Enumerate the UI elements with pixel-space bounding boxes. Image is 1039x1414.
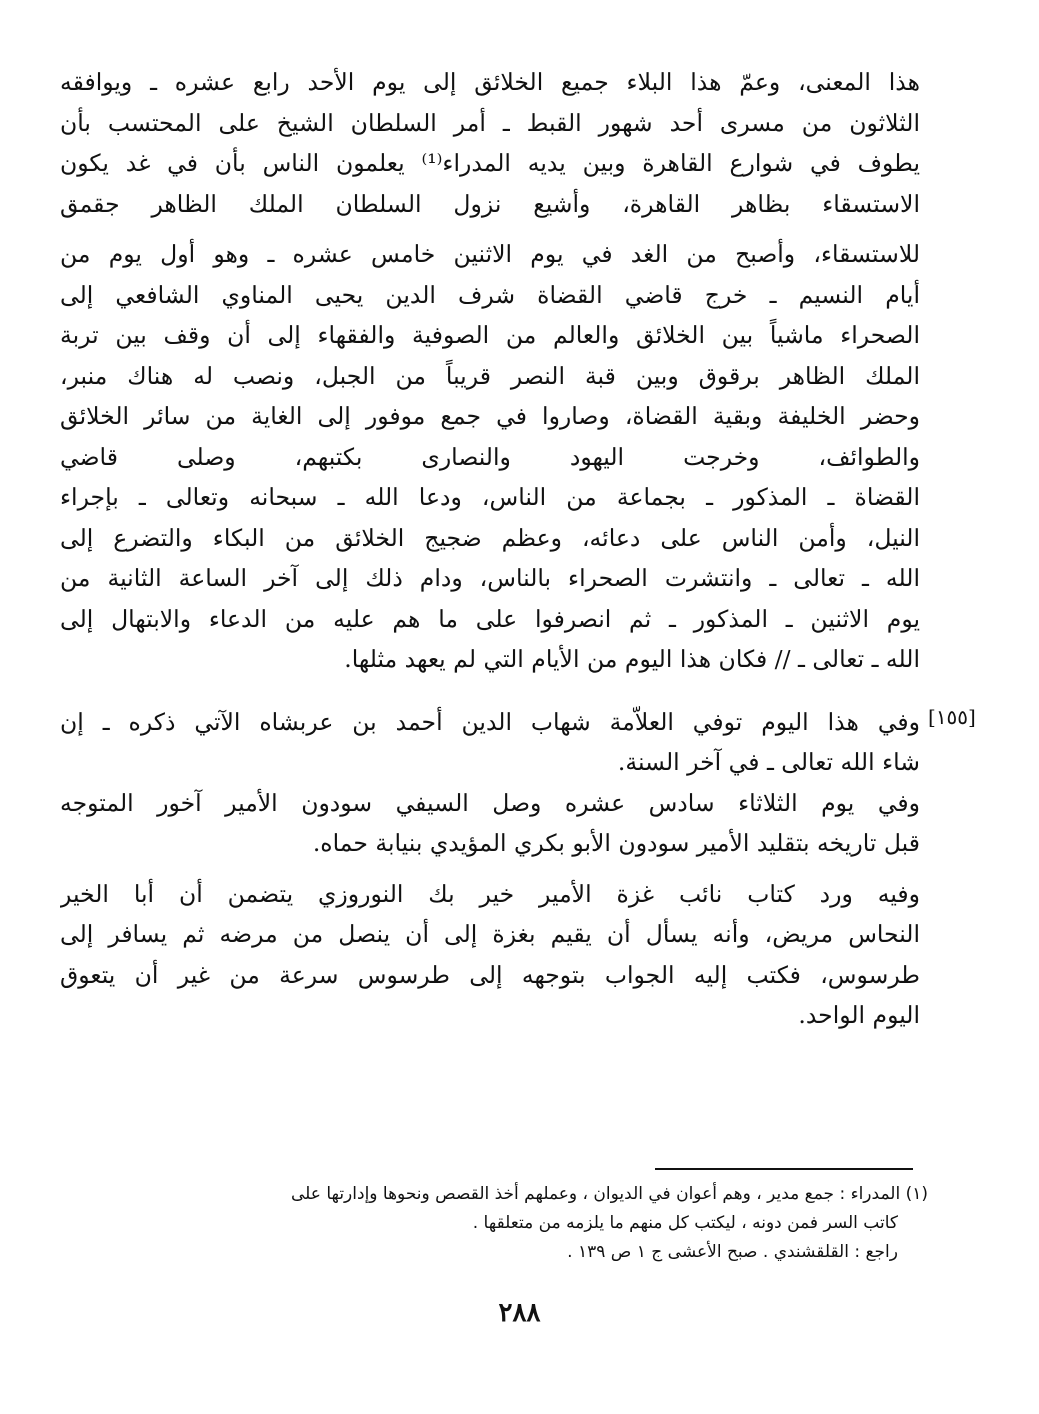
text-line: والطوائف، وخرجت اليهود والنصارى بكتبهم، وصلى قاضي	[60, 442, 920, 471]
page-number: ٢٨٨	[498, 1298, 541, 1328]
text-line: الله ـ تعالى ـ // فكان هذا اليوم من الأيام التي لم يعهد مثلها.	[344, 645, 920, 673]
text-line: وحضر الخليفة وبقية القضاة، وصاروا في جمع موفور إلى الغاية من سائر الخلائق	[60, 402, 920, 430]
text-line: طرسوس، فكتب إليه الجواب بتوجهه إلى طرسوس سرعة من غير أن يتعوق	[60, 960, 920, 989]
footnote-divider	[655, 1168, 913, 1170]
text-line: القضاة ـ المذكور ـ بجماعة من الناس، ودعا الله ـ سبحانه وتعالى ـ بإجراء	[60, 483, 920, 511]
text-line: الثلاثون من مسرى أحد شهور القبط ـ أمر السلطان الشيخ على المحتسب بأن	[60, 108, 920, 137]
footnote-line: (١) المدراء : جمع مدير ، وهم أعوان في الديوان ، وعملهم أخذ القصص ونحوها وإدارتها على	[290, 1184, 928, 1204]
text-line: وفيه ورد كتاب نائب غزة الأمير خير بك النوروزي يتضمن أن أبا الخير	[60, 879, 920, 908]
text-line: قبل تاريخه بتقليد الأمير سودون الأبو بكري المؤيدي بنيابة حماه.	[312, 829, 920, 857]
footnote-line: كاتب السر فمن دونه ، ليكتب كل منهم ما يلزمه من متعلقها .	[472, 1213, 898, 1233]
footnotes	[66, 1180, 928, 1267]
text-line: شاء الله تعالى ـ في آخر السنة.	[617, 748, 920, 776]
paragraph-ibn-arabshah	[60, 702, 920, 783]
text-line: وفي يوم الثلاثاء سادس عشره وصل السيفي سودون الأمير آخور المتوجه	[60, 788, 920, 817]
footnote-line: راجع : القلقشندي . صبح الأعشى ج ١ ص ١٣٩ .	[567, 1242, 898, 1262]
text-line: يطوف في شوارع القاهرة وبين يديه المدراء⁽¹⁾ يعلمون الناس بأن في غد يكون	[60, 149, 920, 177]
text-line: للاستسقاء، وأصبح من الغد في يوم الاثنين خامس عشره ـ وهو أول يوم من	[60, 240, 920, 268]
text-line: الاستسقاء بظاهر القاهرة، وأشيع نزول السلطان الملك الظاهر جقمق	[60, 189, 920, 218]
text-line: النيل، وأمن الناس على دعائه، وعظم ضجيج الخلائق من البكاء والتضرع إلى	[60, 523, 920, 552]
paragraph-gaza-letter	[60, 874, 920, 1036]
manuscript-folio-reference: [١٥٥]	[928, 705, 976, 729]
main-text	[60, 62, 920, 1036]
text-line: وفي هذا اليوم توفي العلاّمة شهاب الدين أحمد بن عربشاه الآتي ذكره ـ إن	[60, 707, 920, 736]
text-line: الصحراء ماشياً بين الخلائق والعالم من الصوفية والفقهاء إلى أن وقف بين تربة	[60, 321, 920, 349]
text-line: اليوم الواحد.	[798, 1001, 920, 1029]
paragraph-istisqa	[60, 62, 920, 680]
paragraph-sudun	[60, 783, 920, 864]
text-line: النحاس مريض، وأنه يسأل أن يقيم بغزة إلى أن ينصل من مرضه ثم يسافر إلى	[60, 920, 920, 948]
text-line: أيام النسيم ـ خرج قاضي القضاة شرف الدين يحيى المناوي الشافعي إلى	[60, 280, 920, 309]
text-line: يوم الاثنين ـ المذكور ـ ثم انصرفوا على ما هم عليه من الدعاء والابتهال إلى	[60, 604, 920, 633]
text-line: الملك الظاهر برقوق وبين قبة النصر قريباً من الجبل، ونصب له هناك منبر،	[60, 361, 920, 390]
text-line: الله ـ تعالى ـ وانتشرت الصحراء بالناس، ودام ذلك إلى آخر الساعة الثانية من	[60, 564, 920, 592]
text-line: هذا المعنى، وعمّ هذا البلاء جميع الخلائق إلى يوم الأحد رابع عشره ـ ويوافقه	[60, 68, 920, 96]
